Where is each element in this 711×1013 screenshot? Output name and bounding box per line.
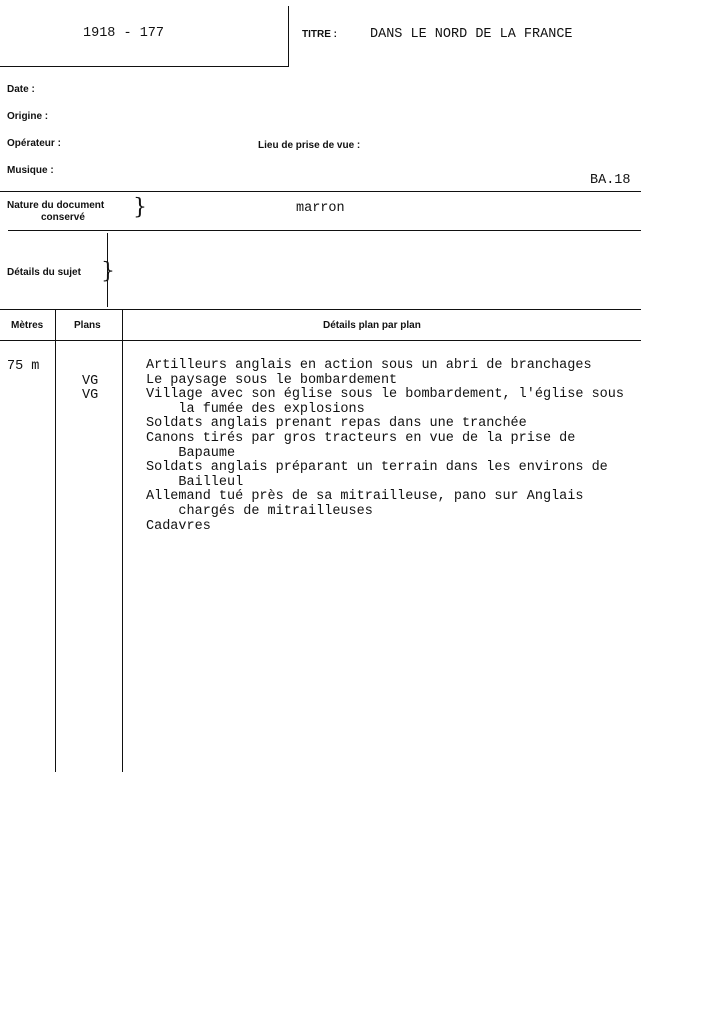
titre-label: TITRE : [302, 29, 337, 40]
titre-value: DANS LE NORD DE LA FRANCE [370, 27, 573, 42]
reference-number: 1918 - 177 [83, 26, 165, 41]
archive-code: BA.18 [590, 173, 631, 188]
header-box-bottom [0, 66, 289, 67]
detail-line: Canons tirés par gros tracteurs en vue de la prise de [146, 431, 576, 446]
origine-label: Origine : [7, 111, 49, 122]
date-label: Date : [7, 84, 35, 95]
detail-line: Cadavres [146, 518, 211, 534]
col-header-metres: Mètres [11, 320, 44, 331]
detail-line: Le paysage sous le bombardement [146, 372, 398, 388]
metres-value: 75 m [7, 359, 40, 374]
lieu-label: Lieu de prise de vue : [258, 140, 361, 151]
nature-value: marron [296, 201, 345, 216]
col-header-plans: Plans [74, 320, 101, 331]
detail-line: Bailleul [146, 474, 244, 490]
nature-brace: } [133, 195, 147, 220]
detail-line: Bapaume [146, 445, 236, 461]
detail-line: Allemand tué près de sa mitrailleuse, pano sur Anglais [146, 489, 584, 505]
table-header-rule [0, 340, 641, 341]
sujet-label: Détails du sujet [7, 267, 81, 278]
col-header-details: Détails plan par plan [323, 320, 421, 331]
detail-line: Soldats anglais préparant un terrain dans les environs de [146, 460, 608, 476]
nature-label-line2: conservé [41, 212, 85, 223]
rule-above-nature [0, 191, 641, 192]
sujet-brace: } [101, 259, 115, 284]
musique-label: Musique : [7, 165, 54, 176]
col-divider-plans [122, 310, 123, 772]
header-box-divider [288, 6, 289, 66]
detail-line: la fumée des explosions [146, 401, 365, 417]
plans-value: VG [82, 374, 99, 389]
plans-value: VG [82, 388, 99, 403]
operateur-label: Opérateur : [7, 138, 61, 149]
rule-above-sujet [8, 230, 641, 231]
detail-line: Village avec son église sous le bombardement, l'église sous [146, 387, 624, 403]
table-top-rule [0, 309, 641, 310]
detail-line: Soldats anglais prenant repas dans une tranchée [146, 416, 527, 432]
detail-line: Artilleurs anglais en action sous un abri de branchages [146, 358, 592, 373]
col-divider-metres [55, 310, 56, 772]
detail-line: chargés de mitrailleuses [146, 504, 373, 519]
nature-label-line1: Nature du document [7, 200, 105, 211]
